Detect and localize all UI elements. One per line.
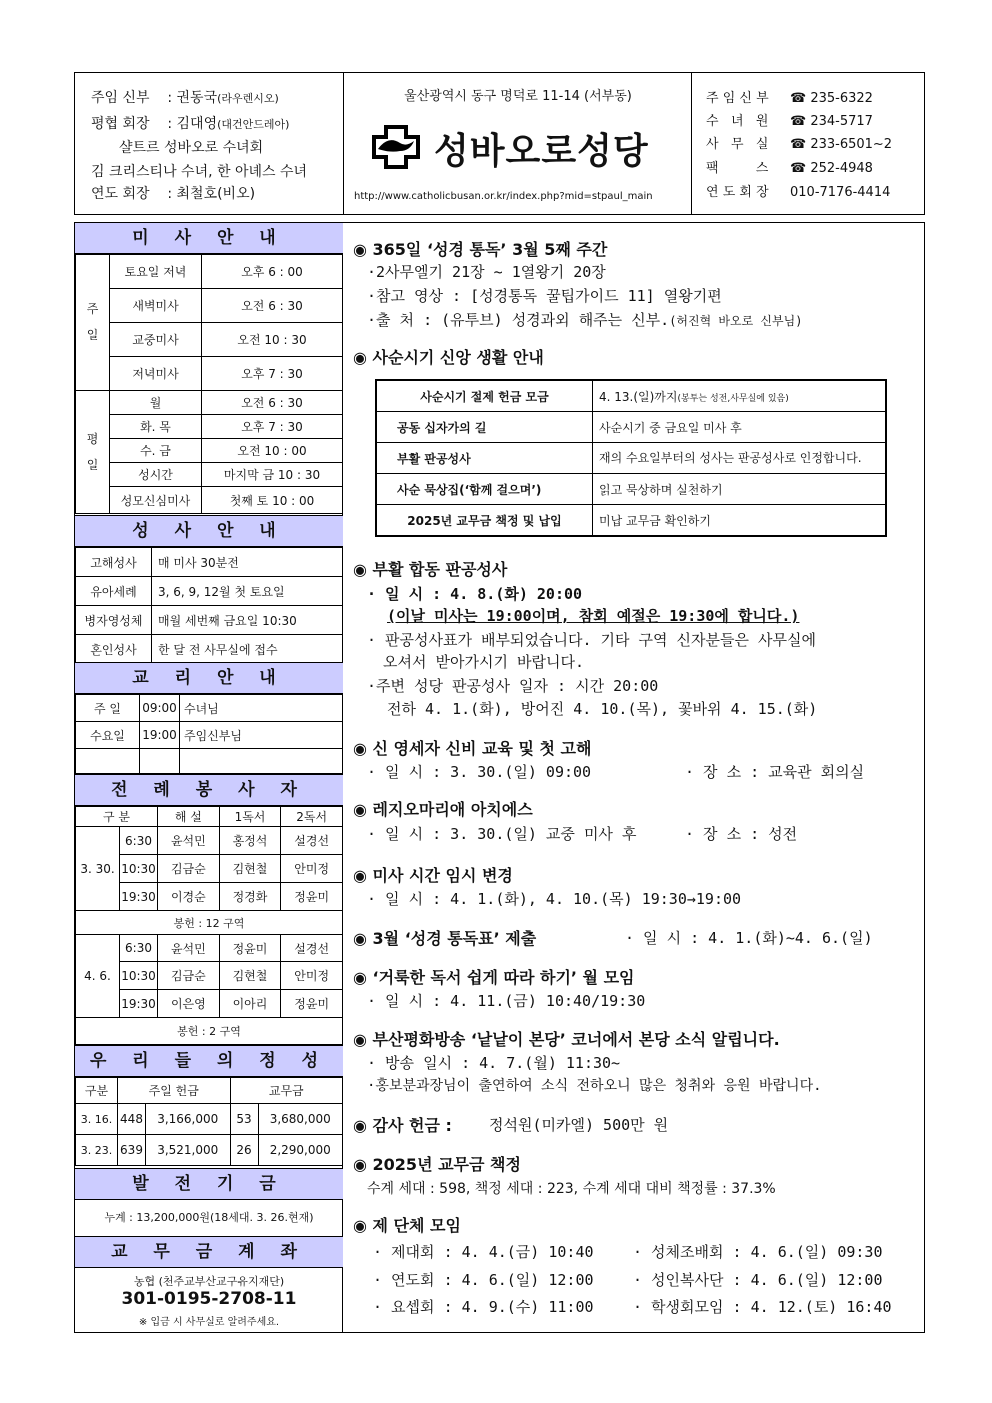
notice-title: ◉ 신 영세자 신비 교육 및 첫 고해	[353, 739, 592, 758]
notice-line: · 일 시 : 4. 8.(화) 20:00	[367, 585, 583, 603]
notice-line: · 일 시 : 3. 30.(일) 09:00	[367, 763, 592, 781]
offerings-header: 구분	[76, 1078, 118, 1104]
notice-line: 오셔서 받아가시기 바랍니다.	[383, 653, 584, 671]
lent-guide-table	[375, 379, 887, 537]
offerings-header: 교무금	[230, 1078, 343, 1104]
lent-guide-key: 부활 판공성사	[377, 443, 593, 474]
servers-time: 6:30	[120, 935, 158, 962]
server-name: 김금순	[158, 962, 220, 990]
lent-guide-key: 사순 묵상집(‘함께 걸으며’)	[377, 474, 593, 505]
mass-title: 미 사 안 내	[75, 222, 343, 254]
mass-time: 오후 7 : 30	[202, 357, 343, 391]
mass-name: 저녁미사	[110, 357, 202, 391]
server-name: 설경선	[281, 935, 343, 962]
header-contacts	[692, 73, 924, 214]
servers-date: 4. 6.	[76, 935, 120, 1018]
servers-time: 19:30	[120, 990, 158, 1018]
notice-line: · 일 시 : 4. 11.(금) 10:40/19:30	[367, 992, 646, 1010]
mass-name: 토요일 저녁	[110, 255, 202, 289]
doctrine-day: 주 일	[76, 695, 140, 722]
mass-table	[75, 254, 343, 514]
servers-date: 3. 30.	[76, 827, 120, 911]
server-name: 안미정	[281, 962, 343, 990]
notice-title: ◉ 부활 합동 판공성사	[353, 560, 508, 579]
sacrament-name: 고해성사	[76, 548, 152, 577]
notice-line: · 장 소 : 성전	[685, 825, 798, 843]
offerings-title: 우 리 들 의 정 성	[75, 1045, 343, 1077]
notice-line: (이날 미사는 19:00이며, 참회 예절은 19:30에 합니다.)	[387, 607, 800, 625]
server-name: 정윤미	[281, 990, 343, 1018]
notice-line: · 장 소 : 교육관 회의실	[685, 763, 865, 781]
servers-time: 10:30	[120, 855, 158, 883]
notice-title: ◉ 3월 ‘성경 통독표’ 제출	[353, 929, 537, 948]
contact-row: 사 무 실 ☎ 233-6501~2	[706, 137, 893, 152]
contact-row: 수 녀 원 ☎ 234-5717	[706, 114, 873, 129]
mass-time: 오후 7 : 30	[202, 415, 343, 439]
church-logo	[364, 123, 428, 171]
account-note: ※ 입금 시 사무실로 알려주세요.	[138, 1317, 280, 1328]
notice-title: ◉ 부산평화방송 ‘낱낱이 본당’ 코너에서 본당 소식 알립니다.	[353, 1030, 780, 1049]
servers-header: 2독서	[281, 807, 343, 827]
mass-name: 새벽미사	[110, 289, 202, 323]
notice-title: ◉ 2025년 교무금 책정	[353, 1155, 521, 1174]
doctrine-time: 19:00	[140, 722, 180, 749]
sacrament-value: 매 미사 30분전	[152, 548, 343, 577]
notice-line: ·홍보분과장님이 출연하여 소식 전하오니 많은 청취와 응원 바랍니다.	[367, 1078, 822, 1094]
address: 울산광역시 동구 명덕로 11-14 (서부동)	[404, 89, 632, 104]
offerings-count: 53	[230, 1104, 258, 1135]
meeting-item: · 제대회 : 4. 4.(금) 10:40	[373, 1243, 594, 1261]
offerings-date: 3. 23.	[76, 1135, 118, 1166]
mass-name: 월	[110, 391, 202, 415]
notice-line: ·출 처 : (유투브) 성경과외 해주는 신부.(허진혁 바오로 신부님)	[367, 311, 803, 329]
servers-time: 10:30	[120, 962, 158, 990]
sacrament-name: 혼인성사	[76, 635, 152, 664]
mass-time: 오후 6 : 00	[202, 255, 343, 289]
notice-line: · 판공성사표가 배부되었습니다. 기타 구역 신자분들은 사무실에	[367, 631, 816, 649]
doctrine-day: 수요일	[76, 722, 140, 749]
servers-header: 1독서	[219, 807, 281, 827]
offerings-header: 주일 헌금	[118, 1078, 231, 1104]
servers-offering: 봉헌 : 12 구역	[76, 911, 343, 935]
doctrine-time	[140, 749, 180, 774]
lent-guide-key: 사순시기 절제 헌금 모금	[377, 381, 593, 412]
offerings-date: 3. 16.	[76, 1104, 118, 1135]
notice-title: ◉ 레지오마리애 아치에스	[353, 800, 533, 819]
servers-table	[75, 806, 343, 1045]
servers-offering: 봉헌 : 2 구역	[76, 1018, 343, 1045]
left-column	[75, 223, 343, 1332]
offerings-table	[75, 1077, 343, 1166]
meeting-item: · 요셉회 : 4. 9.(수) 11:00	[373, 1298, 594, 1316]
mass-name: 화. 목	[110, 415, 202, 439]
dove-cross-icon	[364, 123, 428, 171]
server-name: 정윤미	[219, 935, 281, 962]
servers-time: 6:30	[120, 827, 158, 855]
lent-guide-value: 재의 수요일부터의 성사는 판공성사로 인정합니다.	[593, 443, 886, 474]
church-url[interactable]: http://www.catholicbusan.or.kr/index.php?mid=stpaul_main	[354, 191, 653, 202]
server-name: 김현철	[219, 855, 281, 883]
notice-line: ·주변 성당 판공성사 일자 : 시간 20:00	[367, 677, 659, 695]
mass-time: 오전 6 : 30	[202, 289, 343, 323]
servers-header: 구 분	[76, 807, 158, 827]
notice-line: 정석원(미카엘) 500만 원	[489, 1116, 669, 1134]
notice-line: · 일 시 : 4. 1.(화)~4. 6.(일)	[625, 929, 873, 947]
notice-title: ◉ 365일 ‘성경 통독’ 3월 5째 주간	[353, 240, 608, 259]
servers-time: 19:30	[120, 883, 158, 911]
offerings-count: 639	[118, 1135, 146, 1166]
mass-name: 교중미사	[110, 323, 202, 357]
notice-line: · 일 시 : 3. 30.(일) 교중 미사 후	[367, 825, 637, 843]
mass-time: 마지막 금 10 : 30	[202, 463, 343, 487]
offerings-amount: 3,166,000	[146, 1104, 231, 1135]
lent-guide-value: 4. 13.(일)까지(봉투는 성전,사무실에 있음)	[593, 381, 886, 412]
doctrine-day	[76, 749, 140, 774]
pastor-line: 주임 신부 : 권동국(라우렌시오)	[91, 90, 279, 106]
header-staff	[75, 73, 344, 214]
notice-title: ◉ 감사 헌금 :	[353, 1116, 452, 1135]
mass-time: 오전 6 : 30	[202, 391, 343, 415]
sacrament-name: 병자영성체	[76, 606, 152, 635]
sacrament-title: 성 사 안 내	[75, 515, 343, 547]
lent-guide-key: 2025년 교무금 책정 및 납입	[377, 505, 593, 536]
server-name: 김금순	[158, 855, 220, 883]
account-bank: 농협 (천주교부산교구유지재단)	[133, 1275, 285, 1288]
doctrine-teacher: 수녀님	[180, 695, 343, 722]
mass-name: 성시간	[110, 463, 202, 487]
doctrine-table	[75, 694, 343, 774]
lent-guide-value: 사순시기 중 금요일 미사 후	[593, 412, 886, 443]
header	[74, 72, 925, 215]
meeting-item: · 성체조배회 : 4. 6.(일) 09:30	[633, 1243, 883, 1261]
notice-title: ◉ 사순시기 신앙 생활 안내	[353, 348, 544, 367]
offerings-amount: 3,680,000	[258, 1104, 343, 1135]
notice-title: ◉ 제 단체 모임	[353, 1216, 461, 1235]
server-name: 이경순	[158, 883, 220, 911]
doctrine-teacher	[180, 749, 343, 774]
server-name: 김현철	[219, 962, 281, 990]
weekday-label: 평 일	[76, 391, 110, 514]
notice-line: ·2사무엘기 21장 ~ 1열왕기 20장	[367, 263, 606, 281]
council-president-line: 평협 회장 : 김대영(대건안드레아)	[91, 116, 290, 132]
servers-header: 해 설	[158, 807, 220, 827]
meeting-item: · 학생회모임 : 4. 12.(토) 16:40	[633, 1298, 892, 1316]
contact-row: 연 도 회 장 010-7176-4414	[706, 185, 891, 200]
notice-line: 수계 세대 : 598, 책정 세대 : 223, 수계 세대 대비 책정률 : 37.3%	[367, 1181, 776, 1197]
server-name: 홍정석	[219, 827, 281, 855]
development-title: 발 전 기 금	[75, 1168, 343, 1200]
meeting-item: · 연도회 : 4. 6.(일) 12:00	[373, 1271, 594, 1289]
server-name: 정경화	[219, 883, 281, 911]
mass-time: 오전 10 : 00	[202, 439, 343, 463]
server-name: 안미정	[281, 855, 343, 883]
notice-line: 전하 4. 1.(화), 방어진 4. 10.(목), 꽃바위 4. 15.(화)	[387, 700, 818, 718]
development-total: 누계 : 13,200,000원(18세대. 3. 26.현재)	[104, 1211, 314, 1224]
offerings-amount: 3,521,000	[146, 1135, 231, 1166]
contact-row: 팩 스 ☎ 252-4948	[706, 161, 873, 176]
server-name: 이은영	[158, 990, 220, 1018]
notice-line: · 방송 일시 : 4. 7.(월) 11:30~	[367, 1054, 621, 1072]
server-name: 설경선	[281, 827, 343, 855]
account-title: 교 무 금 계 좌	[75, 1236, 343, 1268]
notice-line: · 일 시 : 4. 1.(화), 4. 10.(목) 19:30→19:00	[367, 890, 742, 908]
servers-title: 전 례 봉 사 자	[75, 774, 343, 806]
sacrament-value: 매월 세번째 금요일 10:30	[152, 606, 343, 635]
server-name: 이아리	[219, 990, 281, 1018]
offerings-count: 26	[230, 1135, 258, 1166]
sunday-label: 주 일	[76, 255, 110, 391]
lent-guide-value: 미납 교무금 확인하기	[593, 505, 886, 536]
lent-guide-key: 공동 십자가의 길	[377, 412, 593, 443]
notice-title: ◉ 미사 시간 임시 변경	[353, 866, 513, 885]
server-name: 윤석민	[158, 827, 220, 855]
doctrine-time: 09:00	[140, 695, 180, 722]
doctrine-title: 교 리 안 내	[75, 662, 343, 694]
doctrine-teacher: 주임신부님	[180, 722, 343, 749]
contact-row: 주 임 신 부 ☎ 235-6322	[706, 91, 873, 106]
sacrament-value: 3, 6, 9, 12월 첫 토요일	[152, 577, 343, 606]
mass-name: 성모신심미사	[110, 487, 202, 514]
sacrament-value: 한 달 전 사무실에 접수	[152, 635, 343, 664]
sisters-names: 김 크리스티나 수녀, 한 아녜스 수녀	[91, 164, 308, 180]
mass-time: 오전 10 : 30	[202, 323, 343, 357]
main-body	[74, 222, 925, 1333]
sacrament-name: 유아세례	[76, 577, 152, 606]
offerings-count: 448	[118, 1104, 146, 1135]
account-number: 301-0195-2708-11	[121, 1289, 297, 1309]
sisters-line: 샬트르 성바오로 수녀회	[119, 140, 264, 156]
mass-name: 수. 금	[110, 439, 202, 463]
church-name: 성바오로성당	[434, 131, 649, 172]
sacrament-table	[75, 547, 343, 664]
header-title	[344, 73, 692, 214]
notice-line: ·참고 영상 : [성경통독 꿀팁가이드 11] 열왕기편	[367, 287, 722, 305]
server-name: 윤석민	[158, 935, 220, 962]
funeral-president-line: 연도 회장 : 최철호(비오)	[91, 186, 256, 202]
mass-time: 첫째 토 10 : 00	[202, 487, 343, 514]
server-name: 정윤미	[281, 883, 343, 911]
offerings-amount: 2,290,000	[258, 1135, 343, 1166]
meeting-item: · 성인복사단 : 4. 6.(일) 12:00	[633, 1271, 883, 1289]
notice-title: ◉ ‘거룩한 독서 쉽게 따라 하기’ 월 모임	[353, 968, 635, 987]
lent-guide-value: 읽고 묵상하며 실천하기	[593, 474, 886, 505]
